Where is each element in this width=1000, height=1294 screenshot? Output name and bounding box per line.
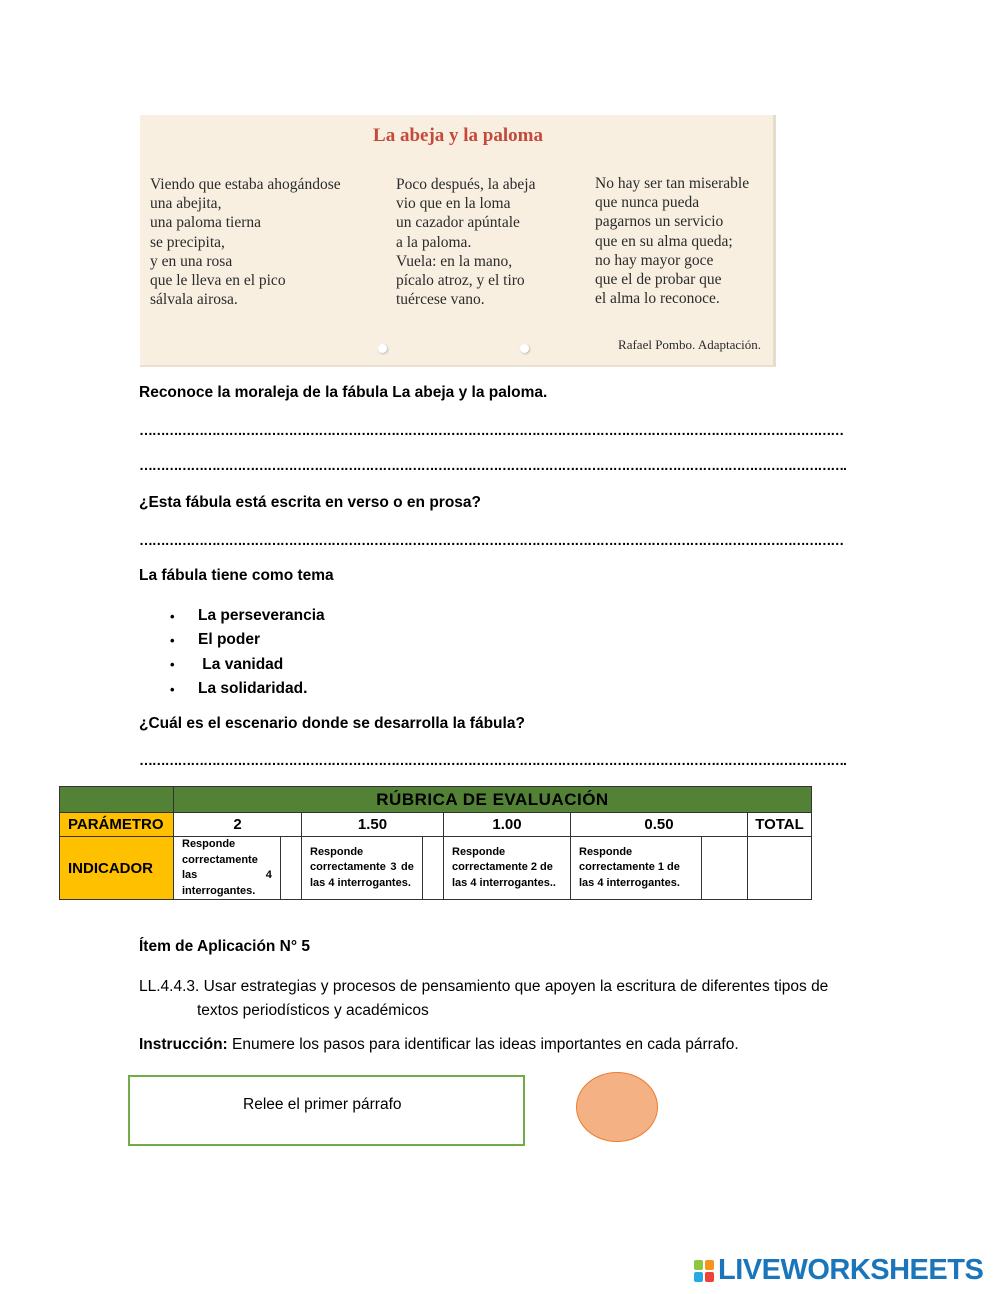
score-2: 2 <box>174 813 302 837</box>
question-escenario: ¿Cuál es el escenario donde se desarrolla la fábula? <box>139 715 525 732</box>
rubric-corner <box>60 787 174 813</box>
liveworksheets-logo <box>693 1254 983 1287</box>
logo-text: LIVEWORKSHEETS <box>718 1254 984 1286</box>
answer-line-4[interactable]: …………………………………………………………………………………………………………………………………………………. <box>139 752 846 768</box>
number-oval[interactable] <box>576 1072 658 1142</box>
decor-dot <box>378 344 387 353</box>
decor-dot <box>520 344 529 353</box>
answer-line-3[interactable]: ………………………………………………………………………………………………………………………………………………… <box>139 532 844 548</box>
answer-line-2[interactable]: …………………………………………………………………………………………………………………………………………………. <box>139 457 846 473</box>
bullet-icon: • <box>170 632 175 648</box>
step-box <box>128 1075 525 1146</box>
question-moraleja: Reconoce la moraleja de la fábula La abeja y la paloma. <box>139 384 548 401</box>
liveworksheets-logo-icon <box>693 1259 715 1283</box>
score-cell[interactable] <box>422 837 443 900</box>
poem-stanza-2: Poco después, la abeja vio que en la loma un cazador apúntale a la paloma. Vuela: en la mano, pícalo atroz, y el tiro tuércese vano. <box>396 176 536 309</box>
question-verso-prosa: ¿Esta fábula está escrita en verso o en prosa? <box>139 494 481 511</box>
theme-options-list <box>170 604 325 701</box>
poem-stanza-3: No hay ser tan miserable que nunca pueda pagarnos un servicio que en su alma queda; no hay mayor goce que el de probar que el alma lo reconoce. <box>595 175 750 308</box>
parameter-label: PARÁMETRO <box>60 813 174 837</box>
standard-text: LL.4.4.3. Usar estrategias y procesos de pensamiento que apoyen la escritura de diferentes tipos de textos periodísticos y académicos <box>139 978 829 1019</box>
instruction: Instrucción: Enumere los pasos para identificar las ideas importantes en cada párrafo. <box>139 1036 739 1053</box>
question-tema: La fábula tiene como tema <box>139 567 334 584</box>
total-cell[interactable] <box>748 837 812 900</box>
theme-option[interactable]: • La perseverancia <box>170 607 325 625</box>
poem-author: Rafael Pombo. Adaptación. <box>618 337 761 352</box>
item-title: Ítem de Aplicación N° 5 <box>139 938 310 955</box>
rubric-table <box>59 786 812 900</box>
poem-stanza-1: Viendo que estaba ahogándose una abejita, una paloma tierna se precipita, y en una rosa que le lleva en el pico sálvala airosa. <box>150 176 341 309</box>
theme-option[interactable]: • La solidaridad. <box>170 680 308 698</box>
step-text: Relee el primer párrafo <box>243 1096 402 1113</box>
total-label: TOTAL <box>748 813 812 837</box>
indicator-label: INDICADOR <box>60 837 174 900</box>
answer-line-1[interactable]: ………………………………………………………………………………………………………………………………………………… <box>139 422 844 438</box>
score-cell[interactable] <box>702 837 748 900</box>
bullet-icon: • <box>170 657 175 673</box>
indicator-1-00: Responde correctamente 2 de las 4 interrogantes.. <box>444 837 571 900</box>
score-1-00: 1.00 <box>444 813 571 837</box>
indicator-1-50: Responde correctamente 3 de las 4 interrogantes. <box>302 837 423 900</box>
score-1-50: 1.50 <box>302 813 444 837</box>
poem-image <box>140 115 776 367</box>
rubric-title: RÚBRICA DE EVALUACIÓN <box>174 787 812 813</box>
theme-option[interactable]: • La vanidad <box>170 655 284 673</box>
poem-title: La abeja y la paloma <box>373 125 543 146</box>
bullet-icon: • <box>170 608 175 624</box>
score-0-50: 0.50 <box>571 813 748 837</box>
indicator-2: Responde correctamente las 4 interrogantes. <box>174 837 281 900</box>
indicator-0-50: Responde correctamente 1 de las 4 interrogantes. <box>571 837 702 900</box>
bullet-icon: • <box>170 681 175 697</box>
score-cell[interactable] <box>280 837 301 900</box>
theme-option[interactable]: • El poder <box>170 631 261 649</box>
